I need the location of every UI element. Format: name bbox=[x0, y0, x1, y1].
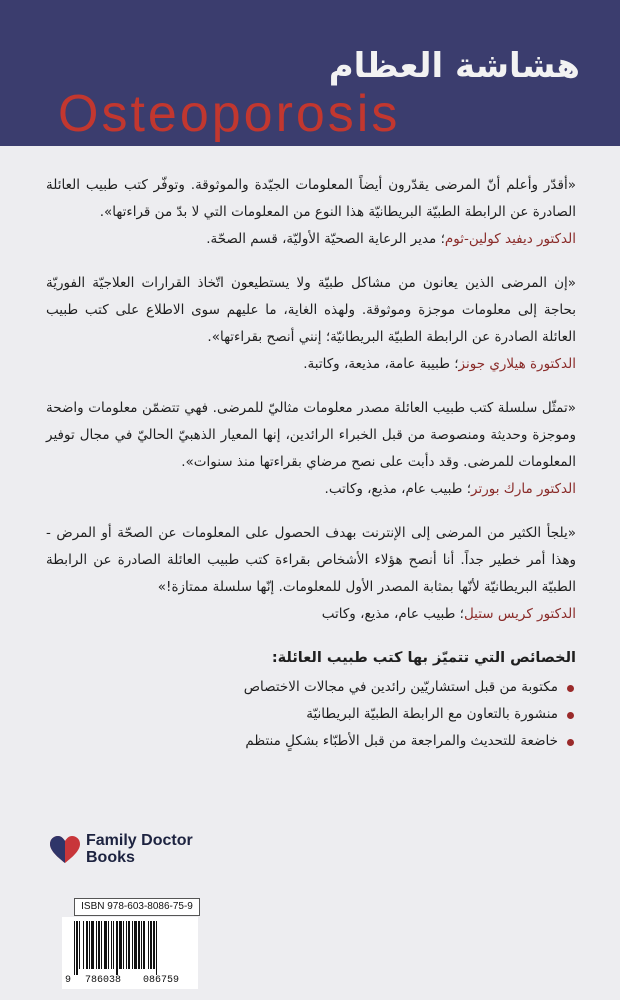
barcode-bar bbox=[108, 921, 109, 969]
heart-icon bbox=[50, 836, 80, 864]
quote-3-text: «تمثّل سلسلة كتب طبيب العائلة مصدر معلومات مثاليّ للمرضى. فهي تتضمّن معلومات واضحة وموجزة وحديثة ومنصوصة من قبل الخبراء الرائدين، إنها المعيار الذهبيّ الحاليّ في مجال توفير المعلومات للمرضى. وقد دأبت على نصح مرضاي بقراءتها منذ سنوات». bbox=[46, 400, 576, 470]
barcode-bar bbox=[79, 921, 80, 969]
barcode-bar bbox=[134, 921, 137, 969]
publisher-line-1: Family Doctor bbox=[86, 832, 193, 849]
quote-2-role: ؛ طبيبة عامة، مذيعة، وكاتبة. bbox=[303, 356, 459, 372]
barcode-bar bbox=[119, 921, 122, 969]
barcode-bar bbox=[141, 921, 142, 969]
features-list bbox=[46, 674, 576, 755]
quote-4-text: «يلجأ الكثير من المرضى إلى الإنترنت بهدف الحصول على المعلومات عن الصحّة أو المرض - وهذا أمر خطير جداً. أنا أنصح هؤلاء الأشخاص بقراءة كتب طبيب العائلة الصادرة عن الرابطة الطبيّة البريطانيّة لأنّها بمثابة المصدر الأول للمعلومات. إنّها سلسلة ممتازة!» bbox=[46, 525, 576, 595]
barcode-bar bbox=[116, 921, 118, 975]
feature-item bbox=[46, 701, 576, 728]
barcode-bar bbox=[132, 921, 133, 969]
bullet-icon bbox=[567, 712, 574, 719]
bullet-icon bbox=[567, 685, 574, 692]
quote-1-text: «أقدّر وأعلم أنّ المرضى يقدّرون أيضاً المعلومات الجيّدة والموثوقة. وتوفّر كتب طبيب العائلة الصادرة عن الرابطة الطبيّة البريطانيّة هذا النوع من المعلومات التي لا بدّ من قراءتها». bbox=[46, 177, 576, 220]
barcode-digit-left: 786038 bbox=[84, 975, 121, 986]
isbn-label: ISBN 978-603-8086-75-9 bbox=[74, 898, 200, 916]
barcode-bar bbox=[150, 921, 152, 969]
barcode-bar bbox=[96, 921, 97, 969]
barcode-bar bbox=[153, 921, 155, 969]
barcode-bar bbox=[89, 921, 90, 969]
barcode-bar bbox=[83, 921, 84, 969]
feature-text: خاضعة للتحديث والمراجعة من قبل الأطبّاء بشكلٍ منتظم bbox=[245, 733, 558, 749]
barcode-digit-right: 086759 bbox=[142, 975, 179, 986]
barcode-bar bbox=[126, 921, 127, 969]
publisher-logo bbox=[50, 832, 220, 868]
barcode-bar bbox=[138, 921, 140, 969]
feature-text: مكتوبة من قبل استشاريّين رائدين في مجالات الاختصاص bbox=[243, 679, 558, 695]
quote-4-attribution bbox=[46, 601, 576, 628]
cover-text bbox=[46, 172, 576, 755]
barcode-bar bbox=[104, 921, 107, 969]
quote-4-name: الدكتور كريس ستيل bbox=[463, 606, 576, 622]
barcode-digits bbox=[62, 975, 198, 986]
header-band bbox=[0, 0, 620, 146]
feature-item bbox=[46, 674, 576, 701]
barcode-bar bbox=[98, 921, 100, 969]
barcode-bar bbox=[123, 921, 124, 969]
quote-3-role: ؛ طبيب عام، مذيع، وكاتب. bbox=[324, 481, 472, 497]
barcode-bar bbox=[74, 921, 75, 975]
quote-1-name: الدكتور ديفيد كولين-ثوم bbox=[444, 231, 576, 247]
quote-2-attribution bbox=[46, 351, 576, 378]
barcode-bar bbox=[148, 921, 149, 969]
barcode-bar bbox=[101, 921, 102, 969]
barcode-digit-lead: 9 bbox=[64, 975, 71, 986]
quote-3-name: الدكتور مارك بورتر bbox=[471, 481, 576, 497]
barcode bbox=[62, 917, 198, 989]
barcode-bar bbox=[113, 921, 114, 969]
barcode-bars bbox=[74, 921, 190, 975]
barcode-bar bbox=[143, 921, 145, 969]
feature-item bbox=[46, 728, 576, 755]
bullet-icon bbox=[567, 739, 574, 746]
barcode-bar bbox=[76, 921, 78, 975]
quote-3-attribution bbox=[46, 476, 576, 503]
quote-1-attribution bbox=[46, 226, 576, 253]
quote-4-role: ؛ طبيب عام، مذيع، وكاتب bbox=[321, 606, 464, 622]
quote-2-name: الدكتورة هيلاري جونز bbox=[458, 356, 576, 372]
features-heading: الخصائص التي تتميّز بها كتب طبيب العائلة: bbox=[271, 650, 576, 666]
barcode-bar bbox=[86, 921, 88, 969]
barcode-bar bbox=[111, 921, 112, 969]
feature-text: منشورة بالتعاون مع الرابطة الطبيّة البريطانيّة bbox=[306, 706, 558, 722]
arabic-title: هشاشة العظام bbox=[328, 46, 580, 86]
barcode-bar bbox=[156, 921, 157, 975]
english-title: Osteoporosis bbox=[58, 85, 401, 143]
barcode-bar bbox=[91, 921, 94, 969]
publisher-line-2: Books bbox=[86, 849, 135, 866]
quote-2-text: «إن المرضى الذين يعانون من مشاكل طبيّة ولا يستطيعون اتّخاذ القرارات العلاجيّة الفوريّة بحاجة إلى معلومات موجزة وموثوقة. ولهذه الغاية، ما عليهم سوى الاطلاع على كتب طبيب العائلة الصادرة عن الرابطة الطبيّة البريطانيّة؛ إنني أنصح بقراءتها». bbox=[46, 275, 576, 345]
publisher-name bbox=[86, 832, 193, 866]
barcode-bar bbox=[128, 921, 130, 969]
quote-1-role: ؛ مدير الرعاية الصحيّة الأوليّة، قسم الصحّة. bbox=[206, 231, 445, 247]
